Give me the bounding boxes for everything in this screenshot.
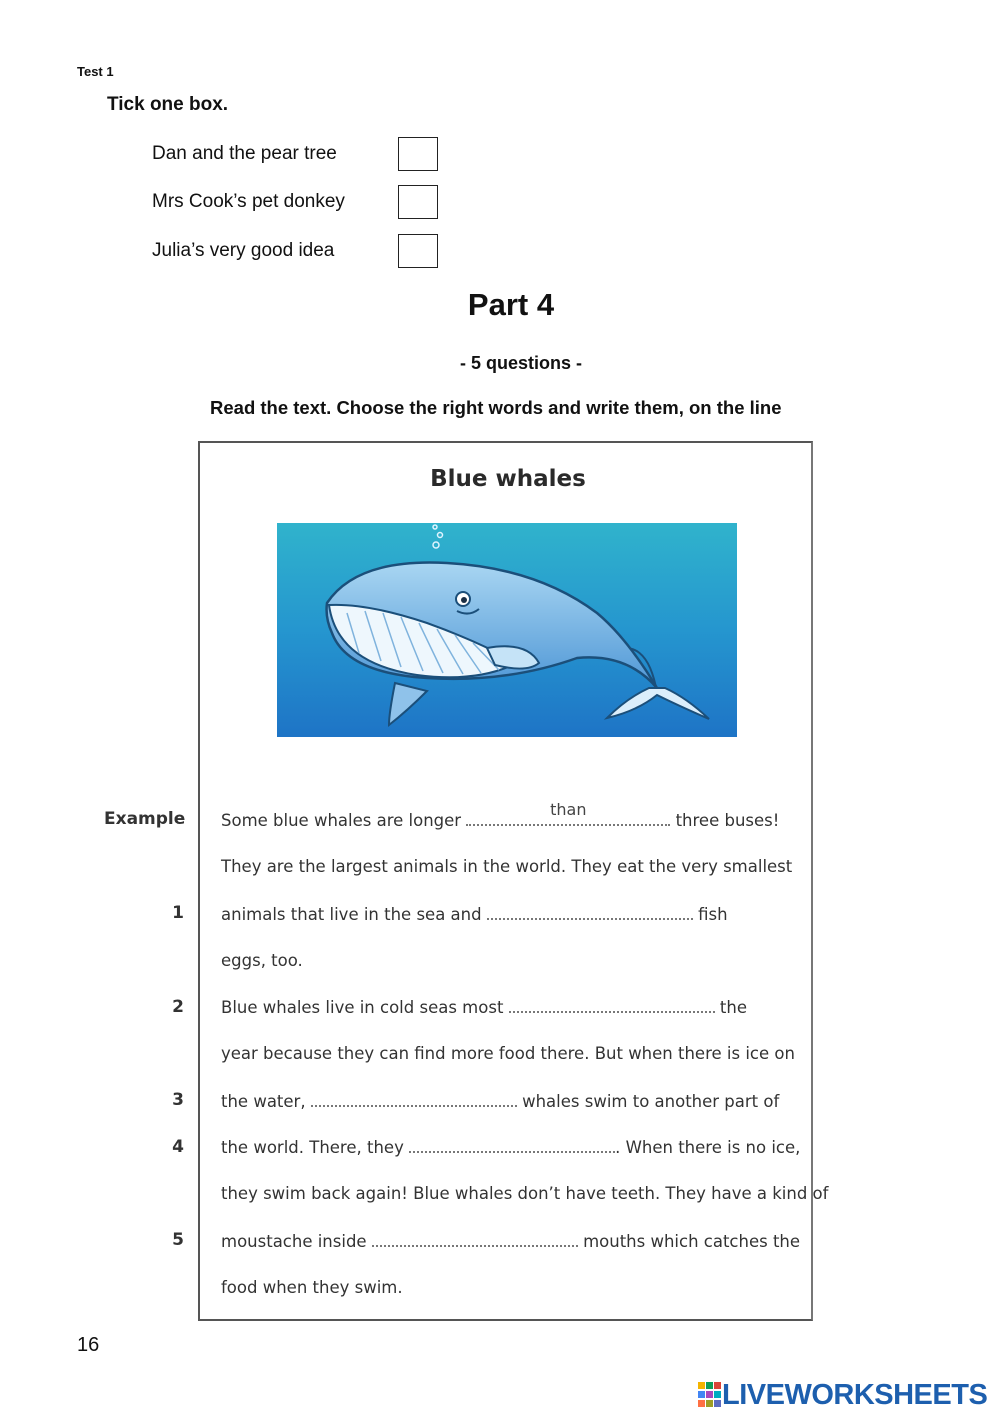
answer-blank-4[interactable] (409, 1137, 615, 1153)
question-number: 2 (172, 997, 184, 1017)
option-row (152, 234, 442, 268)
text-segment: Some blue whales are longer (221, 811, 462, 830)
tick-box[interactable] (398, 234, 438, 268)
text-segment: the world. There, they (221, 1138, 404, 1157)
text-segment: Blue whales live in cold seas most (221, 998, 504, 1017)
question-number: 1 (172, 903, 184, 923)
questions-count: - 5 questions - (459, 353, 582, 373)
text-line (221, 1137, 800, 1157)
text-line: They are the largest animals in the world. They eat the very smallest (221, 857, 793, 876)
brand-name: LIVEWORKSHEETS (722, 1378, 988, 1411)
tick-box[interactable] (398, 137, 438, 171)
text-segment: fish (698, 905, 728, 924)
test-label: Test 1 (77, 64, 114, 79)
text-line (221, 904, 728, 924)
text-segment: animals that live in the sea and (221, 905, 482, 924)
option-row (152, 137, 442, 171)
tick-instruction: Tick one box. (107, 94, 229, 115)
text-line (221, 997, 747, 1017)
text-line: eggs, too. (221, 951, 303, 970)
brand-logo (698, 1378, 987, 1412)
whale-image (277, 523, 737, 737)
text-segment: . When there is no ice, (615, 1138, 801, 1157)
text-line (221, 1091, 779, 1111)
read-instruction: Read the text. Choose the right words and write them, on the line (210, 397, 782, 418)
option-row (152, 185, 442, 219)
option-label: Julia’s very good idea (152, 240, 335, 261)
question-number: 4 (172, 1137, 184, 1157)
example-answer: than (550, 800, 587, 819)
example-label: Example (104, 809, 186, 829)
example-blank (466, 800, 670, 826)
answer-blank-1[interactable] (487, 904, 693, 920)
question-number: 5 (172, 1230, 184, 1250)
text-segment: moustache inside (221, 1232, 367, 1251)
text-segment: the (719, 998, 748, 1017)
text-segment: mouths which catches the (583, 1232, 801, 1251)
text-line: year because they can find more food there. But when there is ice on (221, 1044, 795, 1063)
text-segment: three buses! (675, 811, 780, 830)
part-title: Part 4 (467, 287, 555, 322)
option-label: Dan and the pear tree (152, 143, 337, 164)
story-title: Blue whales (430, 466, 586, 492)
answer-blank-5[interactable] (372, 1231, 578, 1247)
question-number: 3 (172, 1090, 184, 1110)
option-label: Mrs Cook’s pet donkey (152, 191, 345, 212)
answer-blank-2[interactable] (509, 997, 715, 1013)
page-number: 16 (77, 1334, 100, 1356)
text-segment: whales swim to another part of (522, 1092, 780, 1111)
text-line (221, 800, 780, 830)
answer-blank-3[interactable] (311, 1091, 517, 1107)
text-line: they swim back again! Blue whales don’t have teeth. They have a kind of (221, 1184, 829, 1203)
liveworksheets-icon (698, 1382, 722, 1408)
text-segment: the water, (221, 1092, 306, 1111)
text-line: food when they swim. (221, 1278, 403, 1297)
text-line (221, 1231, 800, 1251)
tick-box[interactable] (398, 185, 438, 219)
